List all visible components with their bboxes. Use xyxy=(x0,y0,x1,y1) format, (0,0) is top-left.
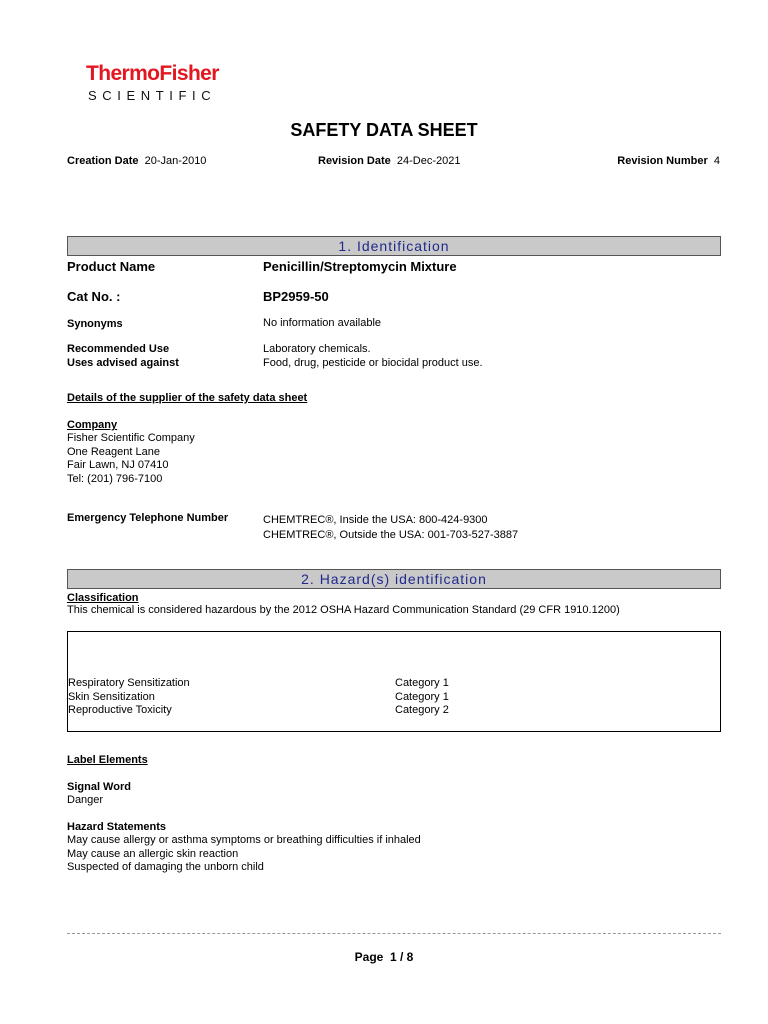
company-line: Fair Lawn, NJ 07410 xyxy=(67,459,169,471)
page-value: 1 / 8 xyxy=(390,950,414,964)
hazard-statement: May cause an allergic skin reaction xyxy=(67,847,239,860)
label-elements-heading: Label Elements xyxy=(67,754,148,766)
company-line: Tel: (201) 796-7100 xyxy=(67,472,163,485)
page-number xyxy=(0,950,768,964)
brand-logo-subtitle: SCIENTIFIC xyxy=(88,88,217,103)
emergency-phone-label: Emergency Telephone Number xyxy=(67,512,229,524)
document-title: SAFETY DATA SHEET xyxy=(290,120,478,140)
cat-no-label: Cat No. : xyxy=(67,289,121,304)
product-name-label: Product Name xyxy=(67,259,156,274)
emergency-line: CHEMTREC®, Outside the USA: 001-703-527-3887 xyxy=(263,529,519,541)
creation-date xyxy=(67,155,206,167)
hazard-class-name: Skin Sensitization xyxy=(68,690,155,703)
hazard-statement: May cause allergy or asthma symptoms or breathing difficulties if inhaled xyxy=(67,834,421,846)
classification-text: This chemical is considered hazardous by the 2012 OSHA Hazard Communication Standard (29 CFR 1910.1200) xyxy=(67,604,620,616)
revision-number-label: Revision Number xyxy=(617,155,708,167)
emergency-phone-numbers xyxy=(263,513,518,543)
recommended-use-value: Laboratory chemicals. xyxy=(263,343,371,355)
company-line: Fisher Scientific Company xyxy=(67,432,195,444)
revision-date-value: 24-Dec-2021 xyxy=(396,155,461,167)
hazard-class-name: Respiratory Sensitization xyxy=(68,677,190,689)
revision-number-value: 4 xyxy=(713,155,720,167)
footer-divider xyxy=(67,933,721,934)
synonyms-value: No information available xyxy=(263,317,382,329)
product-name-value: Penicillin/Streptomycin Mixture xyxy=(263,259,457,274)
hazard-statement: Suspected of damaging the unborn child xyxy=(67,861,264,873)
signal-word-value: Danger xyxy=(67,794,104,806)
recommended-use-label: Recommended Use xyxy=(67,343,170,355)
hazard-class-name: Reproductive Toxicity xyxy=(68,704,172,716)
emergency-line: CHEMTREC®, Inside the USA: 800-424-9300 xyxy=(263,514,488,526)
company-address xyxy=(67,432,195,486)
hazard-category: Category 2 xyxy=(395,704,449,716)
uses-against-label: Uses advised against xyxy=(67,357,179,369)
classification-label: Classification xyxy=(67,592,139,604)
company-line: One Reagent Lane xyxy=(67,445,160,458)
cat-no-value: BP2959-50 xyxy=(263,289,329,304)
hazard-statements-list xyxy=(67,834,421,875)
creation-date-label: Creation Date xyxy=(67,155,139,167)
hazard-class-list xyxy=(68,677,190,718)
creation-date-value: 20-Jan-2010 xyxy=(144,155,207,167)
revision-number xyxy=(617,155,720,167)
section-2-header: 2. Hazard(s) identification xyxy=(67,569,721,589)
hazard-category: Category 1 xyxy=(395,677,449,689)
signal-word-label: Signal Word xyxy=(67,781,131,793)
brand-logo-wordmark: ThermoFisher xyxy=(86,62,219,85)
page-label: Page xyxy=(354,950,384,964)
hazard-category-list xyxy=(395,677,449,718)
synonyms-label: Synonyms xyxy=(67,318,123,330)
hazard-statements-label: Hazard Statements xyxy=(67,821,167,833)
company-label: Company xyxy=(67,419,118,431)
hazard-category: Category 1 xyxy=(395,690,449,703)
supplier-heading: Details of the supplier of the safety data sheet xyxy=(67,392,308,404)
section-1-header: 1. Identification xyxy=(67,236,721,256)
revision-date xyxy=(318,155,460,167)
revision-date-label: Revision Date xyxy=(318,155,391,167)
uses-against-value: Food, drug, pesticide or biocidal product use. xyxy=(263,357,483,369)
